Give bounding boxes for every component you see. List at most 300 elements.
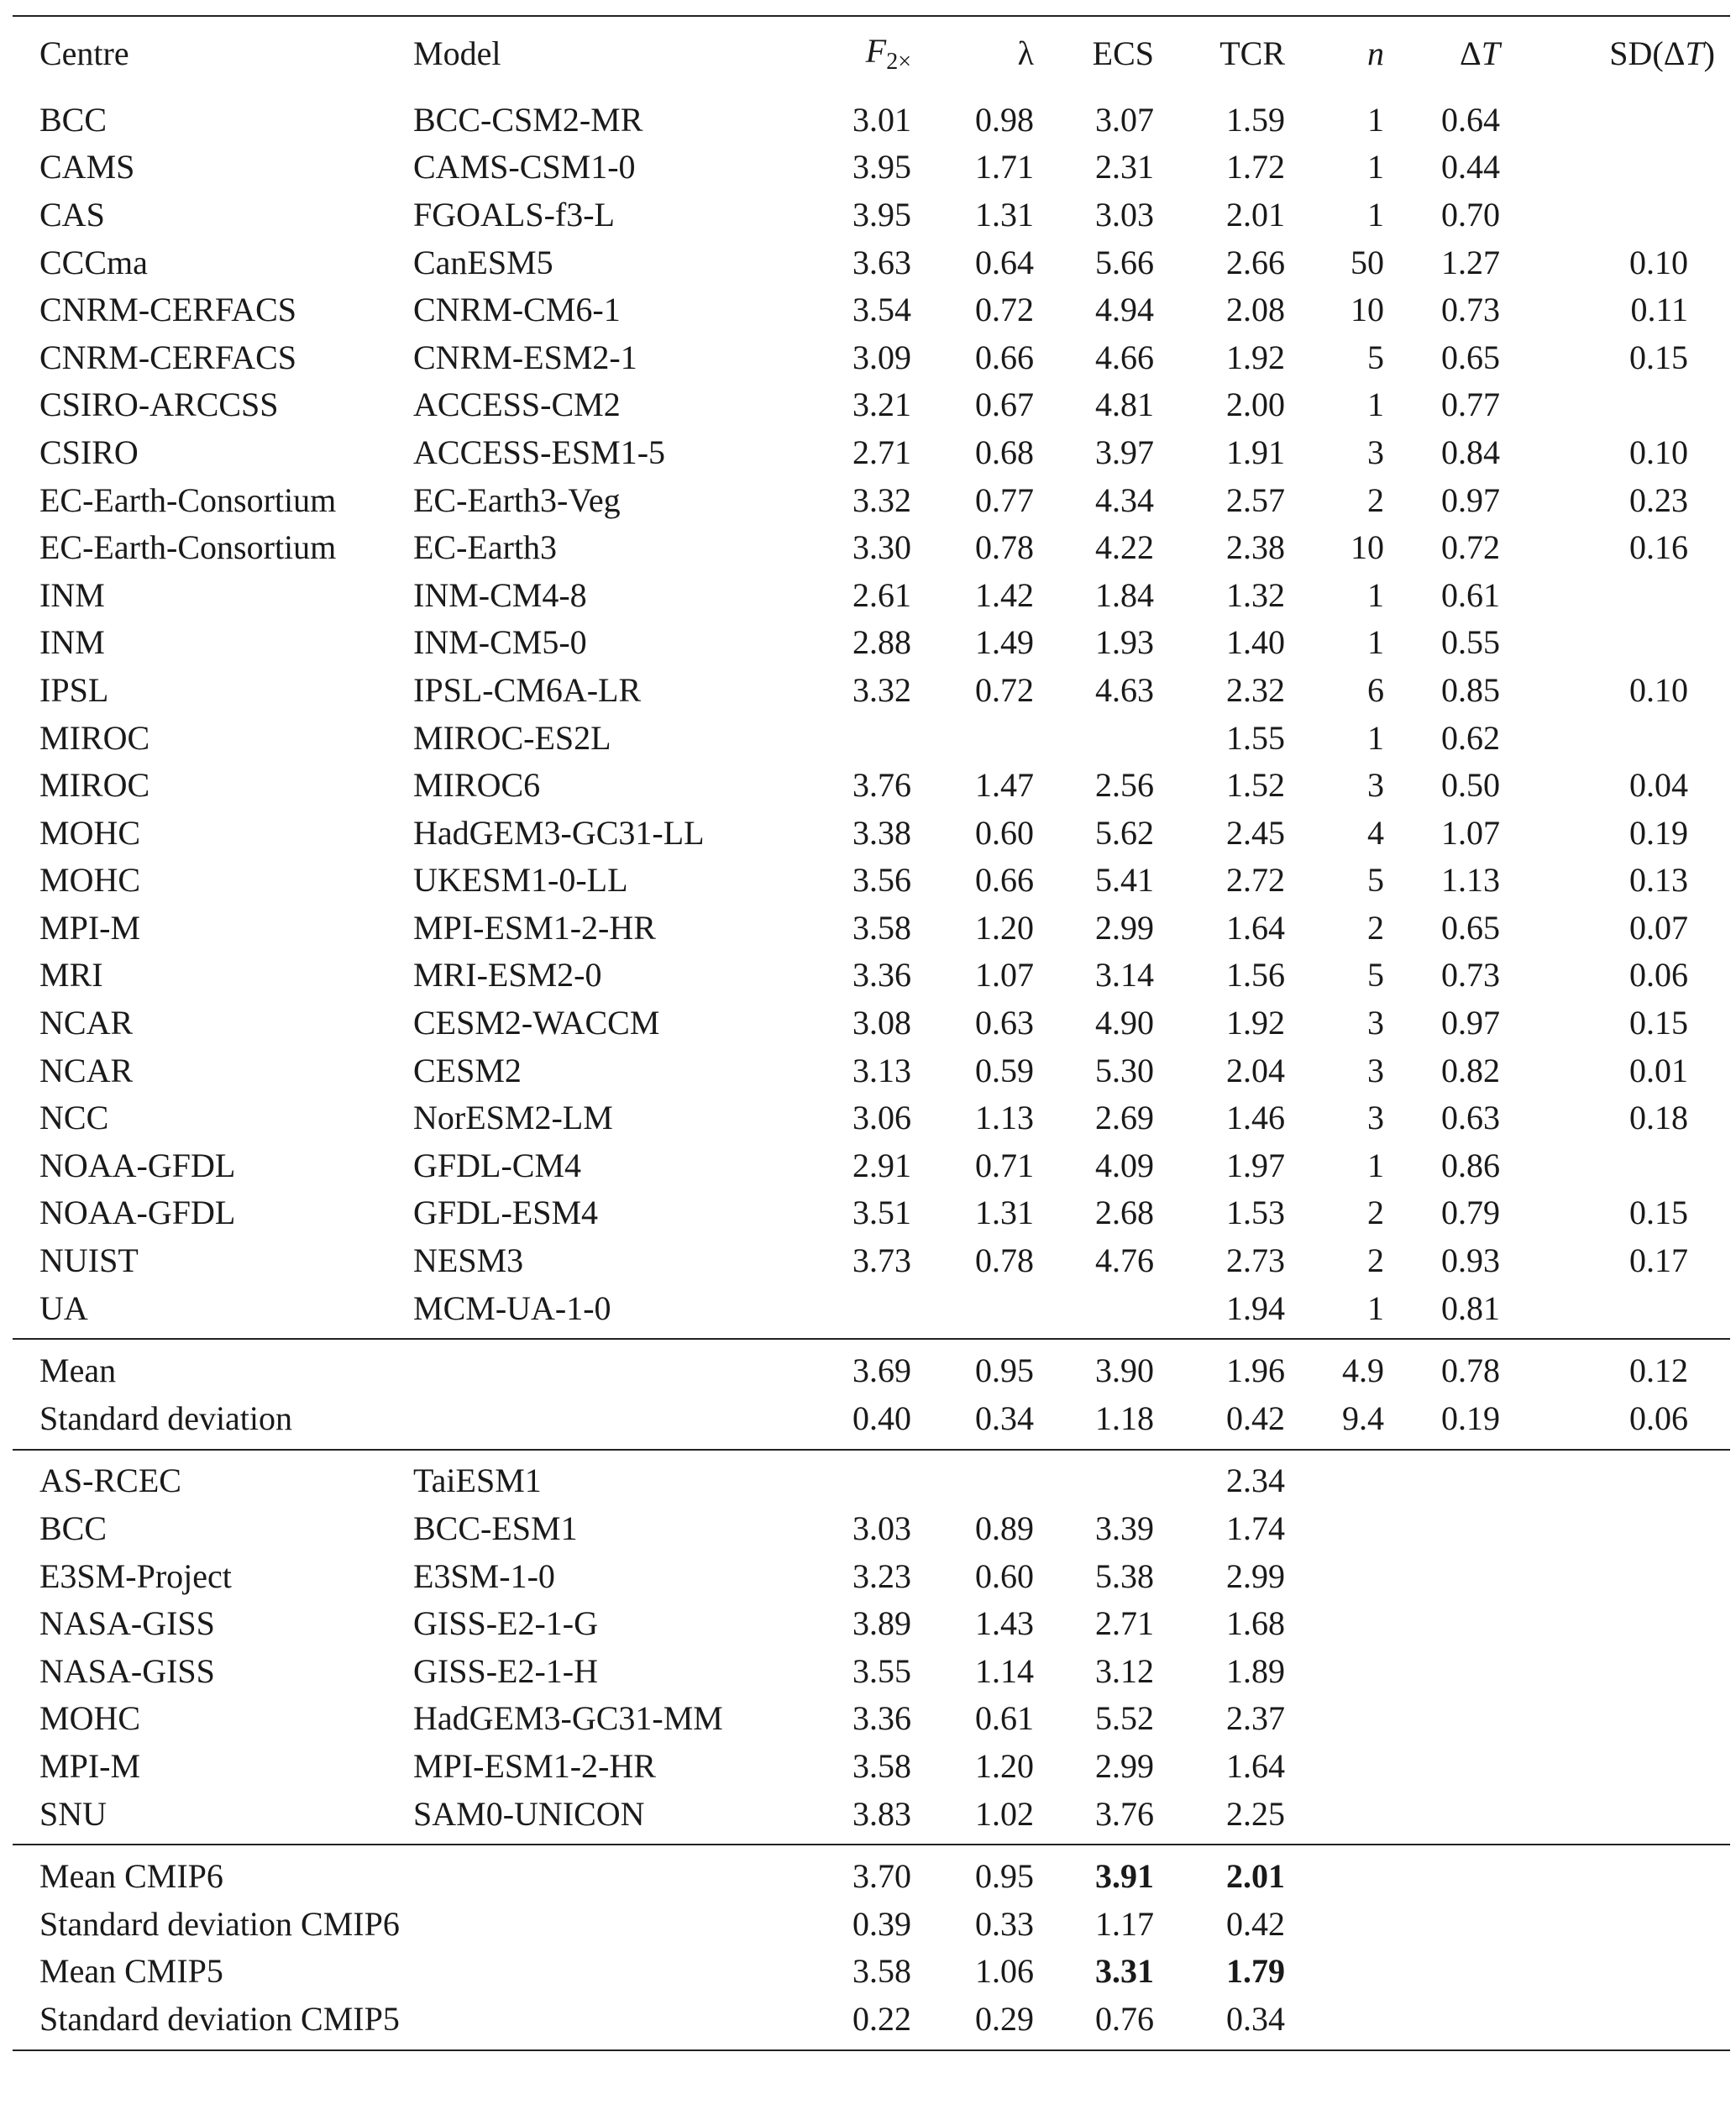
cell-lambda: [928, 1900, 1047, 1948]
cell-model: [409, 714, 804, 762]
cell-lambda: [928, 1948, 1047, 1996]
cell-n-value: 3: [1367, 1004, 1384, 1042]
cell-lambda-value: 1.49: [975, 623, 1034, 662]
cell-sd-value: 0.10: [1629, 670, 1688, 709]
cell-ecs-value: 1.17: [1095, 1904, 1154, 1943]
cell-tcr: [1167, 1189, 1293, 1237]
cell-lambda-value: 0.72: [975, 291, 1034, 329]
header-lambda: [928, 16, 1047, 89]
cell-f2x-value: 3.58: [852, 1746, 911, 1785]
cell-tcr: [1167, 89, 1293, 144]
header-model-label: Model: [413, 34, 501, 72]
cell-n: [1293, 1394, 1389, 1450]
cell-dt: [1389, 1995, 1512, 2050]
cell-n: [1293, 1339, 1389, 1394]
cell-centre: [13, 1339, 409, 1394]
cell-dt: [1389, 1236, 1512, 1284]
cell-model-value: SAM0-UNICON: [413, 1794, 645, 1833]
table-row: [13, 428, 1730, 476]
cell-n: [1293, 619, 1389, 667]
cell-model: [409, 1339, 804, 1394]
cell-model-value: BCC-CSM2-MR: [413, 100, 643, 139]
table-row: [13, 191, 1730, 239]
cell-tcr: [1167, 523, 1293, 571]
cell-tcr-value: 1.59: [1226, 100, 1285, 139]
cell-centre: [13, 809, 409, 857]
cell-ecs: [1047, 476, 1167, 524]
cell-ecs-value: 3.12: [1095, 1651, 1154, 1690]
table-body: [13, 89, 1730, 2050]
cell-model: [409, 999, 804, 1047]
cell-ecs-value: 3.03: [1095, 195, 1154, 234]
cell-f2x-value: 3.76: [852, 766, 911, 805]
cell-dt: [1389, 1047, 1512, 1094]
cell-model: [409, 1504, 804, 1552]
cell-n: [1293, 1094, 1389, 1141]
cell-n: [1293, 1552, 1389, 1600]
cell-n: [1293, 857, 1389, 905]
cell-ecs: [1047, 191, 1167, 239]
cell-dt-value: 0.65: [1441, 908, 1500, 947]
cell-tcr-value: 0.42: [1226, 1399, 1285, 1437]
cell-ecs-value: 3.91: [1095, 1857, 1154, 1896]
cell-tcr: [1167, 1450, 1293, 1505]
cell-dt: [1389, 1845, 1512, 1900]
cell-lambda-value: 0.61: [975, 1699, 1034, 1738]
cell-centre-value: Mean CMIP6: [39, 1857, 223, 1896]
cell-sd-value: 0.13: [1629, 861, 1688, 900]
cell-f2x-value: 0.40: [852, 1399, 911, 1437]
cell-f2x-value: 3.06: [852, 1099, 911, 1137]
cell-tcr: [1167, 952, 1293, 1000]
cell-sd: [1512, 857, 1730, 905]
cell-sd: [1512, 1790, 1730, 1845]
cell-dt-value: 0.93: [1441, 1241, 1500, 1280]
cell-model-value: CNRM-ESM2-1: [413, 338, 637, 376]
cell-f2x-value: 3.69: [852, 1351, 911, 1390]
cell-centre: [13, 1599, 409, 1647]
cell-centre: [13, 1647, 409, 1695]
header-model: [409, 16, 804, 89]
cell-centre-value: SNU: [39, 1794, 108, 1833]
cell-centre: [13, 1450, 409, 1505]
cell-lambda: [928, 1141, 1047, 1189]
cell-lambda: [928, 381, 1047, 429]
cell-centre: [13, 1995, 409, 2050]
cell-f2x: [804, 1900, 928, 1948]
cell-f2x: [804, 714, 928, 762]
cell-sd: [1512, 1394, 1730, 1450]
cell-dt: [1389, 1504, 1512, 1552]
cell-f2x-value: 3.32: [852, 670, 911, 709]
cell-model: [409, 619, 804, 667]
cell-n-value: 3: [1367, 433, 1384, 471]
header-delta-t-var: T: [1481, 34, 1500, 72]
cell-ecs: [1047, 1394, 1167, 1450]
cell-lambda: [928, 428, 1047, 476]
cell-dt: [1389, 1450, 1512, 1505]
cell-centre-value: CNRM-CERFACS: [39, 291, 297, 329]
cell-f2x: [804, 523, 928, 571]
cell-dt-value: 0.72: [1441, 528, 1500, 567]
cell-dt: [1389, 1094, 1512, 1141]
cell-dt: [1389, 523, 1512, 571]
cell-n: [1293, 144, 1389, 192]
cell-model: [409, 666, 804, 714]
cell-lambda: [928, 1742, 1047, 1790]
cell-tcr-value: 2.08: [1226, 291, 1285, 329]
cell-n-value: 2: [1367, 1194, 1384, 1232]
cell-ecs-value: 4.66: [1095, 338, 1154, 376]
table-row: [13, 1189, 1730, 1237]
cell-lambda-value: 1.06: [975, 1952, 1034, 1991]
cell-dt: [1389, 1742, 1512, 1790]
cell-tcr-value: 1.94: [1226, 1288, 1285, 1327]
cell-dt: [1389, 761, 1512, 809]
cell-centre-value: EC-Earth-Consortium: [39, 528, 337, 567]
cell-tcr-value: 1.91: [1226, 433, 1285, 471]
cell-n-value: 4.9: [1342, 1351, 1384, 1390]
cell-f2x-value: 2.88: [852, 623, 911, 662]
cell-n-value: 5: [1367, 338, 1384, 376]
cell-tcr: [1167, 1995, 1293, 2050]
cell-f2x: [804, 1742, 928, 1790]
cell-dt-value: 0.97: [1441, 1004, 1500, 1042]
header-f2x: [804, 16, 928, 89]
cell-model-value: NorESM2-LM: [413, 1099, 613, 1137]
cell-centre: [13, 904, 409, 952]
cell-model: [409, 1141, 804, 1189]
cell-centre: [13, 952, 409, 1000]
cell-f2x-value: 3.13: [852, 1051, 911, 1089]
cell-sd: [1512, 1742, 1730, 1790]
cell-ecs: [1047, 1900, 1167, 1948]
table-row: [13, 1284, 1730, 1340]
cell-ecs: [1047, 714, 1167, 762]
cell-centre-value: NCC: [39, 1099, 109, 1137]
cell-model: [409, 857, 804, 905]
cell-sd-value: 0.19: [1629, 813, 1688, 852]
cell-model-value: CNRM-CM6-1: [413, 291, 621, 329]
cell-f2x: [804, 1047, 928, 1094]
cell-ecs: [1047, 1094, 1167, 1141]
cell-tcr: [1167, 666, 1293, 714]
cell-centre-value: NUIST: [39, 1241, 139, 1280]
cell-ecs: [1047, 523, 1167, 571]
cell-f2x-value: 3.58: [852, 1952, 911, 1991]
cell-n: [1293, 1047, 1389, 1094]
cell-sd: [1512, 714, 1730, 762]
cell-ecs-value: 2.99: [1095, 1746, 1154, 1785]
cell-n: [1293, 1995, 1389, 2050]
cell-n: [1293, 286, 1389, 333]
cell-ecs: [1047, 1695, 1167, 1743]
cell-dt-value: 0.81: [1441, 1288, 1500, 1327]
cell-model: [409, 144, 804, 192]
cell-f2x: [804, 952, 928, 1000]
cell-n: [1293, 1599, 1389, 1647]
cell-model-value: BCC-ESM1: [413, 1509, 578, 1548]
cell-sd: [1512, 239, 1730, 286]
cell-ecs: [1047, 1995, 1167, 2050]
cell-centre: [13, 381, 409, 429]
cell-centre: [13, 1141, 409, 1189]
cell-tcr-value: 2.32: [1226, 670, 1285, 709]
cell-ecs: [1047, 1284, 1167, 1340]
cell-n: [1293, 1141, 1389, 1189]
cell-centre: [13, 1790, 409, 1845]
cell-f2x: [804, 999, 928, 1047]
cell-sd: [1512, 904, 1730, 952]
cell-ecs-value: 3.76: [1095, 1794, 1154, 1833]
cell-ecs-value: 2.56: [1095, 766, 1154, 805]
table-row: [13, 1094, 1730, 1141]
cell-f2x: [804, 1995, 928, 2050]
cell-model-value: MCM-UA-1-0: [413, 1288, 611, 1327]
cell-tcr: [1167, 191, 1293, 239]
cell-tcr-value: 2.37: [1226, 1699, 1285, 1738]
cell-lambda: [928, 1047, 1047, 1094]
cell-lambda-value: 0.67: [975, 386, 1034, 424]
cell-centre: [13, 1189, 409, 1237]
cell-tcr-value: 2.45: [1226, 813, 1285, 852]
cell-sd: [1512, 666, 1730, 714]
cell-lambda-value: 0.66: [975, 861, 1034, 900]
cell-centre: [13, 1394, 409, 1450]
cell-tcr: [1167, 714, 1293, 762]
cell-lambda: [928, 1236, 1047, 1284]
cell-model-value: TaiESM1: [413, 1462, 542, 1500]
cell-tcr-value: 1.52: [1226, 766, 1285, 805]
header-sd-var: T: [1685, 34, 1704, 72]
cell-ecs: [1047, 1189, 1167, 1237]
cell-centre: [13, 1284, 409, 1340]
cell-model: [409, 1094, 804, 1141]
cell-tcr: [1167, 904, 1293, 952]
cell-n: [1293, 952, 1389, 1000]
cell-ecs-value: 4.94: [1095, 291, 1154, 329]
cell-ecs-value: 5.30: [1095, 1051, 1154, 1089]
cell-centre-value: NASA-GISS: [39, 1604, 215, 1643]
cell-ecs-value: 4.22: [1095, 528, 1154, 567]
cell-lambda-value: 0.34: [975, 1399, 1034, 1437]
cell-ecs: [1047, 761, 1167, 809]
cell-dt: [1389, 952, 1512, 1000]
cell-model-value: EC-Earth3-Veg: [413, 480, 621, 519]
cell-lambda: [928, 1552, 1047, 1600]
cell-f2x-value: 3.23: [852, 1556, 911, 1595]
cell-f2x-value: 3.63: [852, 243, 911, 281]
cell-lambda-value: 0.63: [975, 1004, 1034, 1042]
cell-model-value: HadGEM3-GC31-LL: [413, 813, 705, 852]
cell-centre: [13, 999, 409, 1047]
cell-centre: [13, 857, 409, 905]
cell-sd: [1512, 1047, 1730, 1094]
cell-tcr-value: 1.92: [1226, 338, 1285, 376]
cell-f2x-value: 2.71: [852, 433, 911, 471]
cell-model-value: CAMS-CSM1-0: [413, 148, 636, 186]
cell-centre-value: BCC: [39, 1509, 108, 1548]
cell-dt: [1389, 714, 1512, 762]
cell-centre: [13, 1900, 409, 1948]
cell-f2x: [804, 1647, 928, 1695]
cell-centre-value: UA: [39, 1288, 88, 1327]
cell-lambda: [928, 1790, 1047, 1845]
cell-f2x-value: 3.03: [852, 1509, 911, 1548]
cell-n-value: 1: [1367, 575, 1384, 614]
cell-n: [1293, 1948, 1389, 1996]
cell-f2x-value: 3.30: [852, 528, 911, 567]
cell-model: [409, 809, 804, 857]
cell-sd: [1512, 191, 1730, 239]
cell-dt: [1389, 619, 1512, 667]
cell-n-value: 2: [1367, 1241, 1384, 1280]
cell-tcr-value: 1.55: [1226, 718, 1285, 757]
cell-model-value: GISS-E2-1-H: [413, 1651, 598, 1690]
cell-model-value: GISS-E2-1-G: [413, 1604, 598, 1643]
cell-centre-value: CAMS: [39, 148, 135, 186]
cell-f2x: [804, 1094, 928, 1141]
cell-ecs: [1047, 952, 1167, 1000]
cell-tcr: [1167, 1647, 1293, 1695]
cell-lambda-value: 1.42: [975, 575, 1034, 614]
table-row: [13, 1790, 1730, 1845]
cell-model: [409, 333, 804, 381]
cell-lambda-value: 0.64: [975, 243, 1034, 281]
cell-ecs: [1047, 1790, 1167, 1845]
cell-centre-value: MPI-M: [39, 908, 141, 947]
cell-centre-value: EC-Earth-Consortium: [39, 480, 337, 519]
cell-tcr-value: 1.89: [1226, 1651, 1285, 1690]
cell-tcr-value: 0.42: [1226, 1904, 1285, 1943]
cell-lambda-value: 0.66: [975, 338, 1034, 376]
cell-model-value: INM-CM5-0: [413, 623, 587, 662]
cell-lambda-value: 0.68: [975, 433, 1034, 471]
cell-sd: [1512, 1284, 1730, 1340]
cell-ecs-value: 3.07: [1095, 100, 1154, 139]
cell-f2x: [804, 1695, 928, 1743]
cell-sd-value: 0.17: [1629, 1241, 1688, 1280]
cell-ecs: [1047, 809, 1167, 857]
cell-centre: [13, 619, 409, 667]
cell-n-value: 4: [1367, 813, 1384, 852]
cell-dt: [1389, 286, 1512, 333]
cell-model: [409, 1695, 804, 1743]
cell-tcr-value: 2.01: [1226, 195, 1285, 234]
cell-centre-value: BCC: [39, 100, 108, 139]
cell-sd: [1512, 333, 1730, 381]
cell-centre-value: Mean: [39, 1351, 117, 1390]
cell-centre-value: Standard deviation CMIP6: [39, 1904, 400, 1943]
cell-ecs-value: 5.62: [1095, 813, 1154, 852]
cell-ecs-value: 3.31: [1095, 1952, 1154, 1991]
cell-n: [1293, 428, 1389, 476]
cell-f2x: [804, 1339, 928, 1394]
cell-sd-value: 0.07: [1629, 908, 1688, 947]
cell-dt: [1389, 1141, 1512, 1189]
cell-ecs: [1047, 1504, 1167, 1552]
cell-tcr: [1167, 999, 1293, 1047]
cell-f2x: [804, 1284, 928, 1340]
cell-ecs: [1047, 666, 1167, 714]
cell-dt: [1389, 809, 1512, 857]
cell-centre: [13, 666, 409, 714]
header-sd-suffix: ): [1703, 34, 1715, 72]
cell-centre-value: CSIRO: [39, 433, 139, 471]
cell-n: [1293, 476, 1389, 524]
cell-ecs: [1047, 381, 1167, 429]
table-row: [13, 1742, 1730, 1790]
cell-sd: [1512, 523, 1730, 571]
cell-lambda: [928, 1394, 1047, 1450]
cell-lambda-value: 1.02: [975, 1794, 1034, 1833]
table-row: [13, 1141, 1730, 1189]
cell-sd: [1512, 286, 1730, 333]
cell-f2x: [804, 1141, 928, 1189]
cell-tcr: [1167, 761, 1293, 809]
cell-sd: [1512, 1948, 1730, 1996]
table-row: [13, 999, 1730, 1047]
cell-lambda: [928, 619, 1047, 667]
cell-tcr-value: 2.38: [1226, 528, 1285, 567]
cell-sd: [1512, 476, 1730, 524]
cell-ecs: [1047, 1450, 1167, 1505]
cell-dt: [1389, 381, 1512, 429]
cell-lambda: [928, 1695, 1047, 1743]
cell-n-value: 1: [1367, 195, 1384, 234]
cell-lambda-value: 1.47: [975, 766, 1034, 805]
cell-model-value: MRI-ESM2-0: [413, 956, 602, 995]
cell-dt-value: 0.79: [1441, 1194, 1500, 1232]
cell-model: [409, 1845, 804, 1900]
cell-tcr-value: 2.25: [1226, 1794, 1285, 1833]
cell-sd: [1512, 1599, 1730, 1647]
cell-tcr: [1167, 476, 1293, 524]
cell-centre-value: NOAA-GFDL: [39, 1146, 236, 1184]
cell-model-value: MPI-ESM1-2-HR: [413, 908, 656, 947]
cell-dt: [1389, 1339, 1512, 1394]
cell-centre: [13, 239, 409, 286]
cell-lambda: [928, 239, 1047, 286]
cell-f2x-value: 0.22: [852, 1999, 911, 2038]
cell-lambda-value: 0.78: [975, 1241, 1034, 1280]
cell-model: [409, 904, 804, 952]
cell-sd: [1512, 144, 1730, 192]
header-ecs-label: ECS: [1092, 34, 1154, 72]
cell-dt: [1389, 571, 1512, 619]
cell-dt: [1389, 1394, 1512, 1450]
header-f2x-base: F: [865, 31, 887, 70]
cell-dt-value: 0.70: [1441, 195, 1500, 234]
cell-n-value: 1: [1367, 148, 1384, 186]
cell-model: [409, 1948, 804, 1996]
cell-tcr-value: 1.92: [1226, 1004, 1285, 1042]
cell-dt: [1389, 144, 1512, 192]
cell-ecs: [1047, 571, 1167, 619]
cell-model-value: FGOALS-f3-L: [413, 195, 615, 234]
cell-ecs: [1047, 619, 1167, 667]
table-row: [13, 1236, 1730, 1284]
cell-centre-value: CSIRO-ARCCSS: [39, 386, 279, 424]
cell-lambda: [928, 144, 1047, 192]
cell-lambda: [928, 1450, 1047, 1505]
cell-lambda: [928, 952, 1047, 1000]
cell-dt-value: 0.63: [1441, 1099, 1500, 1137]
cell-tcr-value: 2.57: [1226, 480, 1285, 519]
cell-lambda-value: 1.31: [975, 195, 1034, 234]
cell-n: [1293, 523, 1389, 571]
cell-model-value: ACCESS-CM2: [413, 386, 621, 424]
